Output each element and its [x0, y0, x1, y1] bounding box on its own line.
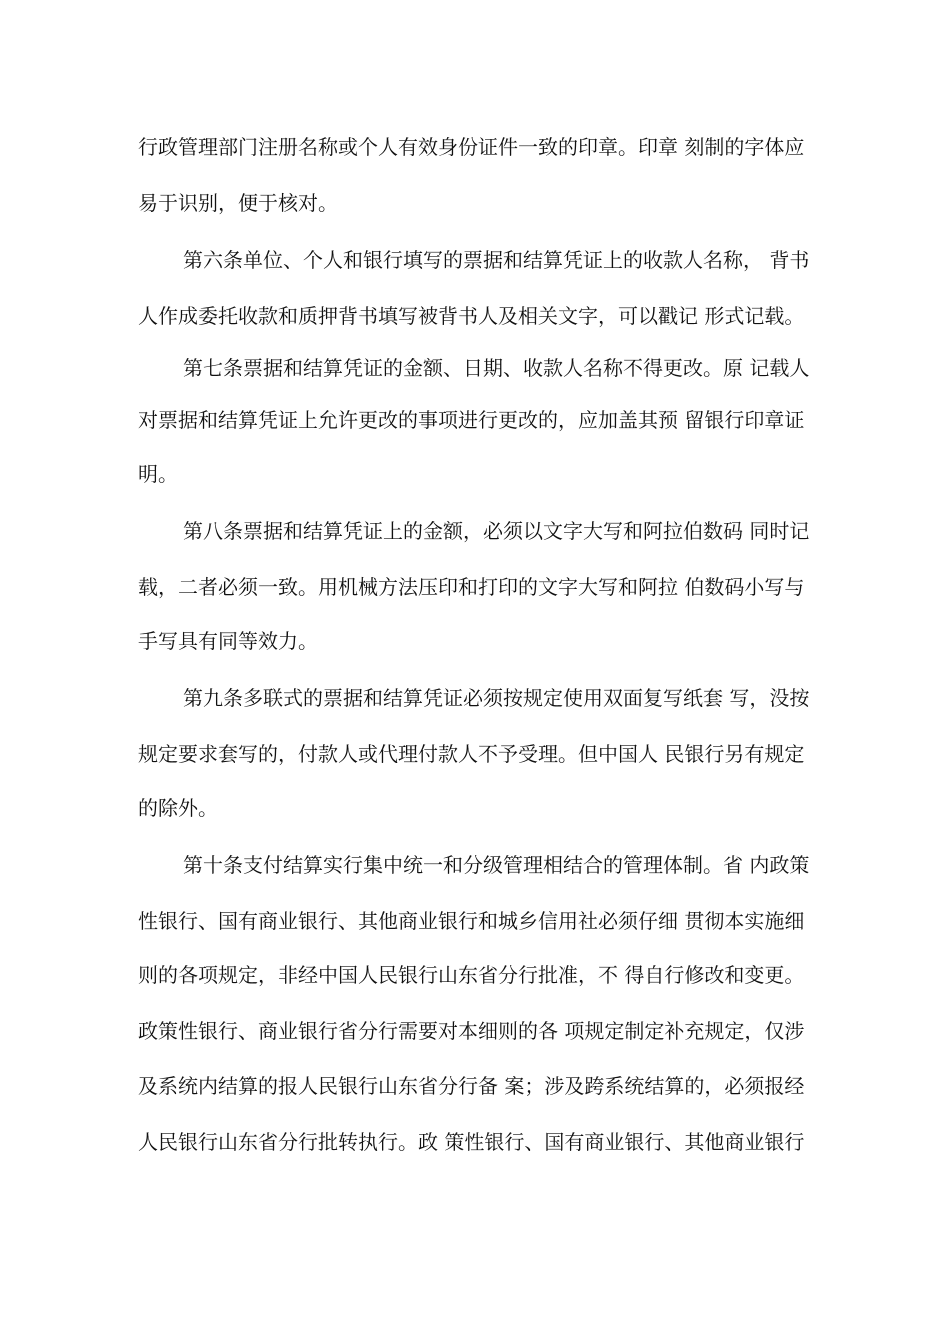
text-line-9: 载，二者必须一致。用机械方法压印和打印的文字大写和阿拉 伯数码小写与 — [138, 575, 805, 599]
text-line-14: 第十条支付结算实行集中统一和分级管理相结合的管理体制。省 内政策 — [183, 853, 810, 877]
text-line-18: 及系统内结算的报人民银行山东省分行备 案；涉及跨系统结算的，必须报经 — [138, 1074, 805, 1098]
text-line-1: 行政管理部门注册名称或个人有效身份证件一致的印章。印章 刻制的字体应 — [138, 135, 805, 159]
text-line-15: 性银行、国有商业银行、其他商业银行和城乡信用社必须仔细 贯彻本实施细 — [138, 909, 805, 933]
text-line-6: 对票据和结算凭证上允许更改的事项进行更改的，应加盖其预 留银行印章证 — [138, 408, 805, 432]
text-line-4: 人作成委托收款和质押背书填写被背书人及相关文字，可以戳记 形式记载。 — [138, 304, 805, 328]
text-line-16: 则的各项规定，非经中国人民银行山东省分行批准，不 得自行修改和变更。 — [138, 963, 805, 987]
text-line-3: 第六条单位、个人和银行填写的票据和结算凭证上的收款人名称， 背书 — [183, 248, 810, 272]
text-line-19: 人民银行山东省分行批转执行。政 策性银行、国有商业银行、其他商业银行 — [138, 1130, 805, 1154]
text-line-8: 第八条票据和结算凭证上的金额，必须以文字大写和阿拉伯数码 同时记 — [183, 519, 810, 543]
text-line-2: 易于识别，便于核对。 — [138, 191, 338, 215]
text-line-17: 政策性银行、商业银行省分行需要对本细则的各 项规定制定补充规定，仅涉 — [138, 1019, 805, 1043]
text-line-7: 明。 — [138, 462, 178, 486]
text-line-10: 手写具有同等效力。 — [138, 629, 318, 653]
text-line-5: 第七条票据和结算凭证的金额、日期、收款人名称不得更改。原 记载人 — [183, 356, 810, 380]
text-line-13: 的除外。 — [138, 796, 218, 820]
text-line-12: 规定要求套写的，付款人或代理付款人不予受理。但中国人 民银行另有规定 — [138, 742, 805, 766]
text-line-11: 第九条多联式的票据和结算凭证必须按规定使用双面复写纸套 写，没按 — [183, 686, 810, 710]
